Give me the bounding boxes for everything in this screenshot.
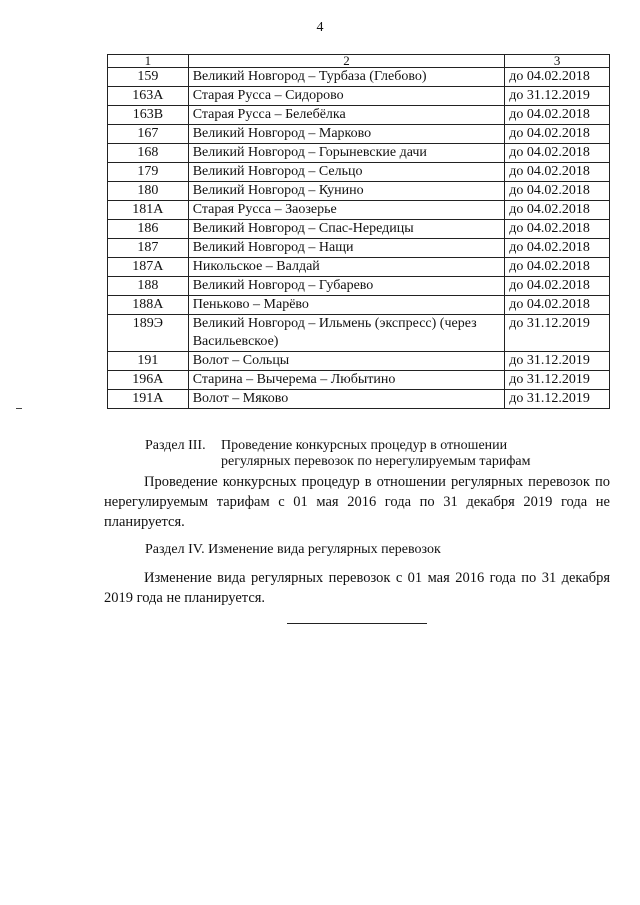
route-number: 191А (108, 390, 189, 409)
route-term: до 04.02.2018 (505, 125, 610, 144)
table-row (108, 106, 610, 125)
table-row (108, 125, 610, 144)
route-name: Пеньково – Марёво (188, 296, 504, 315)
table-row (108, 315, 610, 352)
section-3-heading (145, 438, 585, 470)
header-col-2: 2 (188, 55, 504, 68)
route-name: Старая Русса – Сидорово (188, 87, 504, 106)
route-name: Великий Новгород – Ильмень (экспресс) (через Васильевское) (188, 315, 504, 352)
route-number: 167 (108, 125, 189, 144)
route-term: до 04.02.2018 (505, 239, 610, 258)
route-term: до 04.02.2018 (505, 220, 610, 239)
route-number: 181А (108, 201, 189, 220)
route-name: Великий Новгород – Горыневские дачи (188, 144, 504, 163)
route-term: до 04.02.2018 (505, 277, 610, 296)
route-number: 187А (108, 258, 189, 277)
table-row (108, 220, 610, 239)
route-name: Волот – Сольцы (188, 352, 504, 371)
route-number: 188А (108, 296, 189, 315)
route-number: 179 (108, 163, 189, 182)
route-term: до 04.02.2018 (505, 144, 610, 163)
route-name: Великий Новгород – Кунино (188, 182, 504, 201)
route-name: Великий Новгород – Губарево (188, 277, 504, 296)
routes-table (107, 54, 610, 409)
table-row (108, 182, 610, 201)
route-name: Великий Новгород – Турбаза (Глебово) (188, 68, 504, 87)
margin-mark (16, 408, 22, 409)
table-row (108, 163, 610, 182)
table-row (108, 277, 610, 296)
route-name: Великий Новгород – Марково (188, 125, 504, 144)
closing-rule (287, 623, 427, 624)
table-row (108, 390, 610, 409)
route-number: 189Э (108, 315, 189, 352)
section-3-title: Проведение конкурсных процедур в отношении регулярных перевозок по нерегулируемым тарифам (221, 438, 531, 469)
route-term: до 04.02.2018 (505, 258, 610, 277)
route-term: до 31.12.2019 (505, 315, 610, 352)
route-name: Волот – Мяково (188, 390, 504, 409)
route-number: 163А (108, 87, 189, 106)
route-name: Великий Новгород – Сельцо (188, 163, 504, 182)
route-number: 180 (108, 182, 189, 201)
route-number: 186 (108, 220, 189, 239)
routes-table-body (108, 68, 610, 409)
table-row (108, 371, 610, 390)
table-row (108, 201, 610, 220)
route-number: 191 (108, 352, 189, 371)
route-term: до 31.12.2019 (505, 371, 610, 390)
route-name: Никольское – Валдай (188, 258, 504, 277)
route-name: Великий Новгород – Нащи (188, 239, 504, 258)
route-number: 163В (108, 106, 189, 125)
section-4-paragraph: Изменение вида регулярных перевозок с 01 мая 2016 года по 31 декабря 2019 года не планируется. (104, 570, 610, 606)
route-number: 159 (108, 68, 189, 87)
route-term: до 04.02.2018 (505, 106, 610, 125)
route-number: 188 (108, 277, 189, 296)
route-name: Старая Русса – Белебёлка (188, 106, 504, 125)
route-term: до 04.02.2018 (505, 201, 610, 220)
table-header-row (108, 55, 610, 68)
route-term: до 04.02.2018 (505, 182, 610, 201)
route-name: Старина – Вычерема – Любытино (188, 371, 504, 390)
table-row (108, 352, 610, 371)
route-term: до 04.02.2018 (505, 68, 610, 87)
route-name: Старая Русса – Заозерье (188, 201, 504, 220)
route-term: до 04.02.2018 (505, 163, 610, 182)
table-row (108, 144, 610, 163)
route-term: до 31.12.2019 (505, 87, 610, 106)
route-number: 168 (108, 144, 189, 163)
table-row (108, 239, 610, 258)
route-term: до 31.12.2019 (505, 352, 610, 371)
section-4-heading: Раздел IV. Изменение вида регулярных перевозок (145, 542, 441, 557)
table-row (108, 68, 610, 87)
route-number: 196А (108, 371, 189, 390)
header-col-3: 3 (505, 55, 610, 68)
route-term: до 31.12.2019 (505, 390, 610, 409)
page-number: 4 (316, 20, 324, 35)
table-row (108, 296, 610, 315)
table-row (108, 258, 610, 277)
section-3-label: Раздел III. (145, 438, 206, 453)
route-name: Великий Новгород – Спас-Нередицы (188, 220, 504, 239)
table-row (108, 87, 610, 106)
header-col-1: 1 (108, 55, 189, 68)
section-3-paragraph: Проведение конкурсных процедур в отношении регулярных перевозок по нерегулируемым тарифам с 01 мая 2016 года по 31 декабря 2019 года не планируется. (104, 474, 610, 530)
route-term: до 04.02.2018 (505, 296, 610, 315)
route-number: 187 (108, 239, 189, 258)
